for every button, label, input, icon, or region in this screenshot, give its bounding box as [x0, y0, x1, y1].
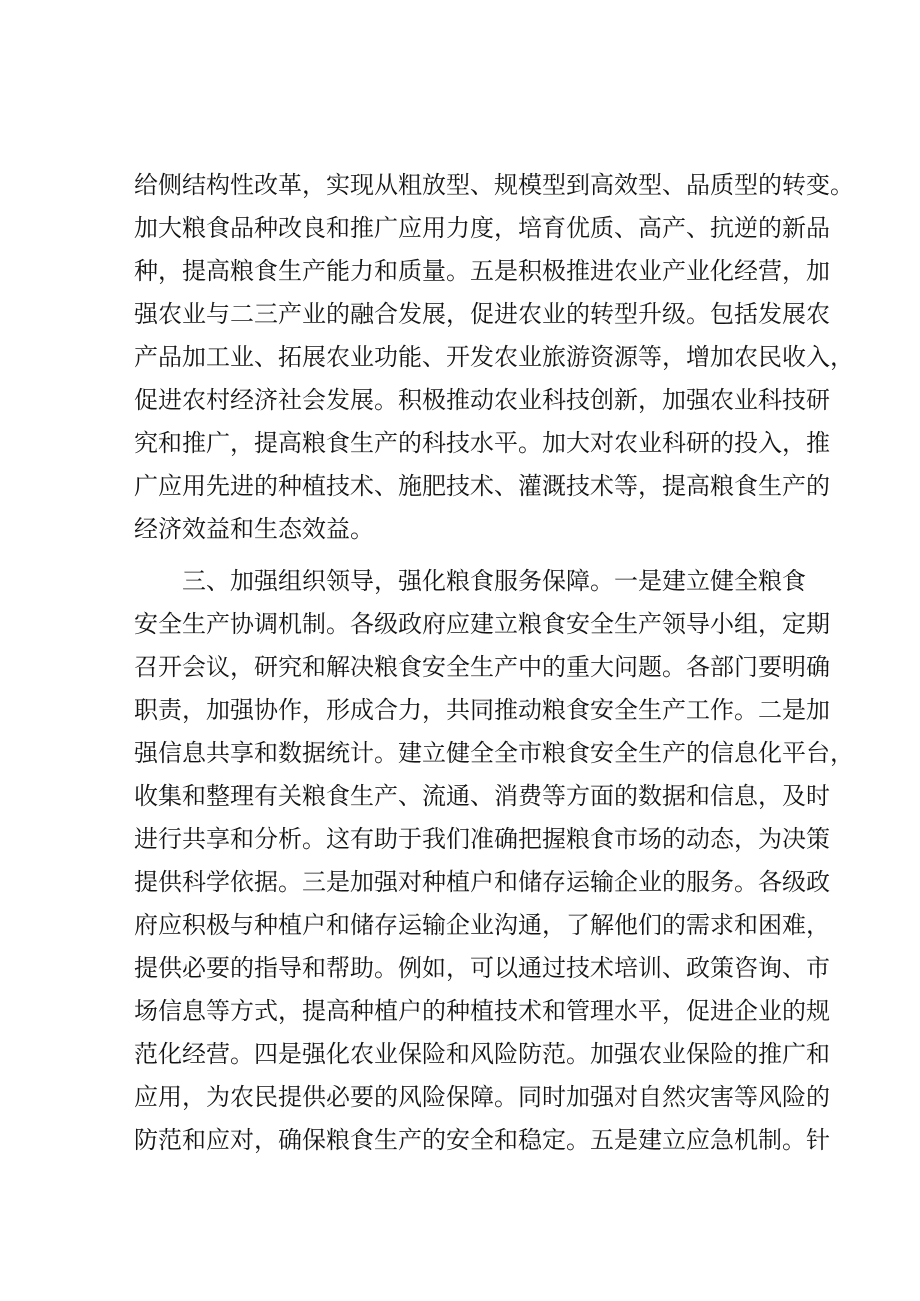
paragraph-line: 进行共享和分析。这有助于我们准确把握粮食市场的动态，为决策	[134, 825, 830, 853]
paragraph-line: 防范和应对，确保粮食生产的安全和稳定。五是建立应急机制。针	[134, 1126, 830, 1154]
paragraph-line: 三、加强组织领导，强化粮食服务保障。一是建立健全粮食	[182, 567, 806, 595]
paragraph-line: 召开会议，研究和解决粮食安全生产中的重大问题。各部门要明确	[134, 653, 830, 681]
paragraph-line: 安全生产协调机制。各级政府应建立粮食安全生产领导小组，定期	[134, 610, 830, 638]
paragraph-line: 强信息共享和数据统计。建立健全全市粮食安全生产的信息化平台，	[134, 739, 854, 767]
paragraph-line: 产品加工业、拓展农业功能、开发农业旅游资源等，增加农民收入，	[134, 343, 854, 371]
paragraph-line: 职责，加强协作，形成合力，共同推动粮食安全生产工作。二是加	[134, 696, 830, 724]
paragraph-line: 究和推广，提高粮食生产的科技水平。加大对农业科研的投入，推	[134, 429, 830, 457]
paragraph-line: 经济效益和生态效益。	[134, 515, 374, 543]
paragraph-line: 加大粮食品种改良和推广应用力度，培育优质、高产、抗逆的新品	[134, 214, 830, 242]
paragraph-line: 强农业与二三产业的融合发展，促进农业的转型升级。包括发展农	[134, 300, 830, 328]
paragraph-line: 应用，为农民提供必要的风险保障。同时加强对自然灾害等风险的	[134, 1083, 830, 1111]
paragraph-line: 范化经营。四是强化农业保险和风险防范。加强农业保险的推广和	[134, 1040, 830, 1068]
paragraph-line: 提供科学依据。三是加强对种植户和储存运输企业的服务。各级政	[134, 868, 830, 896]
paragraph-line: 府应积极与种植户和储存运输企业沟通，了解他们的需求和困难，	[134, 911, 830, 939]
paragraph-line: 提供必要的指导和帮助。例如，可以通过技术培训、政策咨询、市	[134, 954, 830, 982]
paragraph-line: 给侧结构性改革，实现从粗放型、规模型到高效型、品质型的转变。	[134, 171, 854, 199]
paragraph-line: 广应用先进的种植技术、施肥技术、灌溉技术等，提高粮食生产的	[134, 472, 830, 500]
paragraph-line: 场信息等方式，提高种植户的种植技术和管理水平，促进企业的规	[134, 997, 830, 1025]
paragraph-line: 种，提高粮食生产能力和质量。五是积极推进农业产业化经营，加	[134, 257, 830, 285]
paragraph-line: 收集和整理有关粮食生产、流通、消费等方面的数据和信息，及时	[134, 782, 830, 810]
paragraph-line: 促进农村经济社会发展。积极推动农业科技创新，加强农业科技研	[134, 386, 830, 414]
